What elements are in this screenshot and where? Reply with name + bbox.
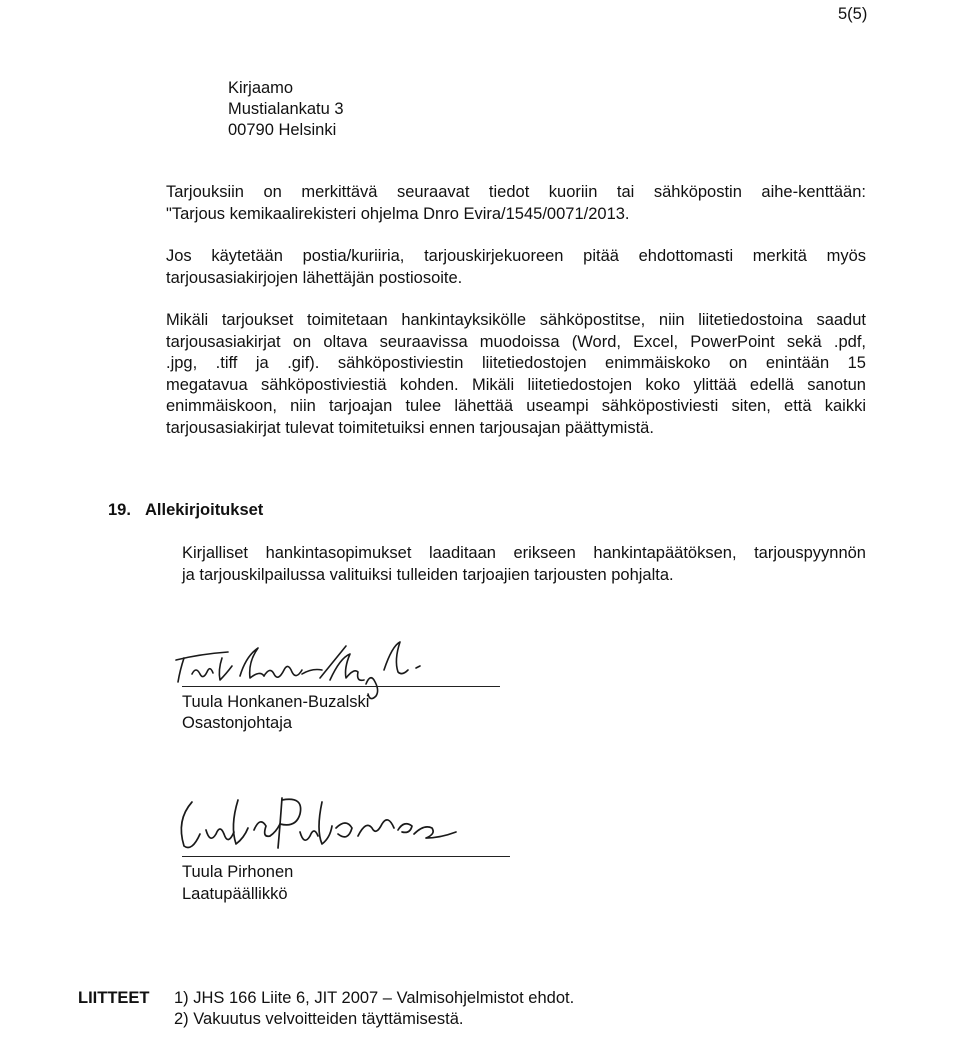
address-line: 00790 Helsinki bbox=[228, 121, 337, 139]
handwritten-signature-1 bbox=[170, 640, 470, 700]
attachment-item: 2) Vakuutus velvoitteiden täyttämisestä. bbox=[174, 1010, 464, 1028]
section-title: Allekirjoitukset bbox=[145, 501, 264, 519]
attachments-label: LIITTEET bbox=[78, 989, 150, 1007]
paragraph-line: tarjousasiakirjojen lähettäjän postiosoite. bbox=[166, 268, 463, 287]
paragraph-line: ja tarjouskilpailussa valituiksi tulleiden tarjoajien tarjousten pohjalta. bbox=[182, 565, 674, 584]
page-number: 5(5) bbox=[838, 5, 868, 23]
paragraph-line: Jos käytetään postia/kuriiria, tarjouskirjekuoreen pitää ehdottomasti merkitä myös bbox=[166, 247, 866, 265]
address-line: Kirjaamo bbox=[228, 79, 294, 97]
signatory-title: Osastonjohtaja bbox=[182, 714, 293, 732]
paragraph-marking-instructions bbox=[166, 182, 866, 225]
paragraph-line: Mikäli tarjoukset toimitetaan hankintayksikölle sähköpostitse, niin liitetiedostoina saadut bbox=[166, 311, 866, 329]
address-line: Mustialankatu 3 bbox=[228, 100, 344, 118]
paragraph-line: "Tarjous kemikaalirekisteri ohjelma Dnro Evira/1545/0071/2013. bbox=[166, 204, 630, 223]
paragraph-line: Tarjouksiin on merkittävä seuraavat tiedot kuoriin tai sähköpostin aihe-kenttään: bbox=[166, 183, 866, 201]
signature-line bbox=[182, 686, 500, 687]
paragraph-courier-instructions bbox=[166, 246, 866, 289]
paragraph-line: enimmäiskoon, niin tarjoajan tulee lähettää useampi sähköpostiviesti siten, että kaikki bbox=[166, 397, 866, 415]
signatory-title: Laatupäällikkö bbox=[182, 885, 288, 903]
paragraph-email-instructions bbox=[166, 310, 866, 439]
paragraph-line: megatavua sähköpostiviestiä kohden. Mikäli liitetiedostojen koko ylittää edellä sanotun bbox=[166, 375, 866, 394]
handwritten-signature-2 bbox=[170, 790, 490, 860]
paragraph-line: .jpg, .tiff ja .gif). sähköpostiviestin liitetiedostojen enimmäiskoko on enintään 15 bbox=[166, 354, 866, 372]
signatory-name: Tuula Honkanen-Buzalski bbox=[182, 693, 370, 711]
signatory-name: Tuula Pirhonen bbox=[182, 863, 294, 881]
section-body bbox=[182, 543, 866, 586]
section-number: 19. bbox=[108, 501, 131, 519]
paragraph-line: Kirjalliset hankintasopimukset laaditaan erikseen hankintapäätöksen, tarjouspyynnön bbox=[182, 544, 866, 562]
attachment-item: 1) JHS 166 Liite 6, JIT 2007 – Valmisohjelmistot ehdot. bbox=[174, 989, 575, 1007]
paragraph-line: tarjousasiakirjat tulevat toimitetuiksi ennen tarjousajan päättymistä. bbox=[166, 418, 654, 437]
paragraph-line: tarjousasiakirjat on oltava seuraavissa muodoissa (Word, Excel, PowerPoint sekä .pdf, bbox=[166, 332, 866, 351]
signature-line bbox=[182, 856, 510, 857]
